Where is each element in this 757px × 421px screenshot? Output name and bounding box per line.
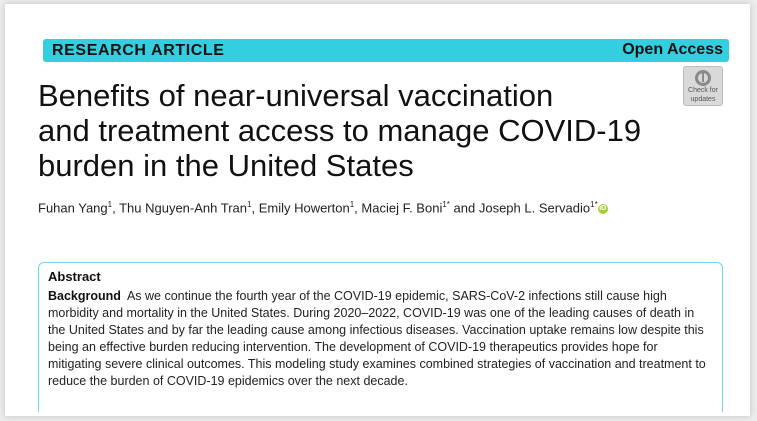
author-name[interactable]: Maciej F. Boni	[361, 200, 443, 216]
title-line-1: Benefits of near-universal vaccination	[38, 78, 554, 113]
abstract-heading: Abstract	[48, 269, 101, 284]
author-affiliation: 1	[107, 200, 113, 209]
check-for-updates-line1: Check for	[688, 87, 718, 94]
open-access-label[interactable]: Open Access	[622, 41, 723, 58]
title-line-2: and treatment access to manage COVID-19	[38, 113, 642, 148]
author-list: Fuhan Yang$^1$, Thu Nguyen-Anh Tran$^1$, Emily Howerton$^1$, Maciej F. Boni$^{1*}$ and Joseph L. Servadio$^{1*}$ iD	[38, 200, 607, 216]
author-affiliation: 1*	[442, 200, 450, 209]
article-title	[38, 78, 678, 183]
orcid-icon[interactable]: iD	[599, 205, 607, 213]
author-name[interactable]: Joseph L. Servadio	[478, 200, 591, 216]
author-affiliation: 1	[247, 200, 252, 209]
background-text: As we continue the fourth year of the COVID-19 epidemic, SARS-CoV-2 infections still cause high morbidity and mortality in the United States. During 2020–2022, COVID-19 was one of the leading causes of death in the United States and by far the leading cause among infectious diseases. Vaccination uptake remains low despite this being an effective burden reducing intervention. The development of COVID-19 therapeutics provides hope for mitigating severe clinical outcomes. This modeling study examines combined strategies of vaccination and treatment to reduce the burden of COVID-19 epidemics over the next decade.	[48, 289, 706, 388]
author-affiliation: 1*	[590, 200, 598, 209]
abstract-box	[38, 262, 723, 412]
background-label: Background	[48, 289, 121, 303]
authors-conjunction: and	[453, 200, 476, 216]
article-type-banner	[43, 39, 729, 62]
title-line-3: burden in the United States	[38, 148, 414, 183]
check-for-updates-button[interactable]	[683, 66, 723, 106]
check-for-updates-line2: updates	[690, 96, 716, 103]
author-name[interactable]: Emily Howerton	[258, 200, 350, 216]
check-for-updates-icon	[695, 70, 711, 86]
article-type-label: RESEARCH ARTICLE	[52, 42, 225, 59]
abstract-background	[48, 288, 714, 390]
author-affiliation: 1	[349, 200, 355, 209]
author-name[interactable]: Thu Nguyen-Anh Tran	[119, 200, 247, 216]
author-name[interactable]: Fuhan Yang	[38, 200, 108, 216]
